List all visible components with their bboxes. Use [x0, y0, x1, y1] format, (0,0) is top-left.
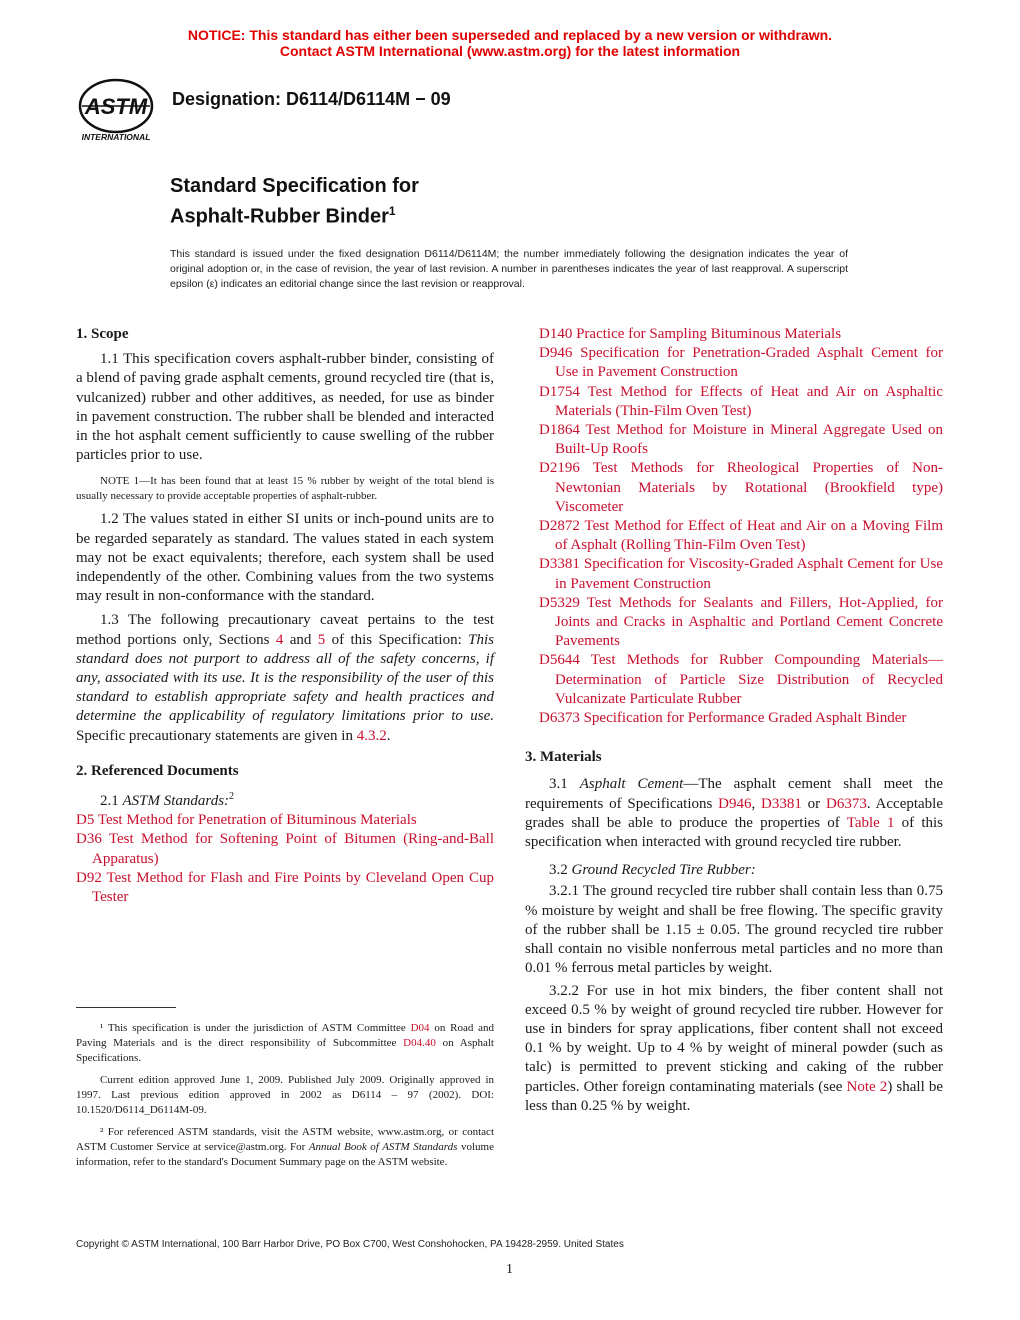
- reference-d2196: D2196 Test Methods for Rheological Properties of Non-Newtonian Materials by Rotational (Brookfield type) Viscometer: [539, 460, 943, 515]
- reference-d2872: D2872 Test Method for Effect of Heat and Air on a Moving Film of Asphalt (Rolling Thin-Film Oven Test): [539, 518, 943, 554]
- spec-d3381-link[interactable]: D3381: [761, 795, 802, 812]
- note-2-link[interactable]: Note 2: [846, 1078, 888, 1095]
- committee-d04-link[interactable]: D04: [410, 1022, 430, 1034]
- reference-d1754: D1754 Test Method for Effects of Heat and Air on Asphaltic Materials (Thin-Film Oven Test): [539, 383, 943, 419]
- footnote-divider: [76, 1007, 176, 1008]
- paragraph-3-2-2: 3.2.2 For use in hot mix binders, the fiber content shall not exceed 0.5 % by weight of ground recycled tire rubber. However for use in binders for spray applications, fiber content shall not exceed 0.1 % by weight. Up to 4 % by weight of mineral powder (such as talc) is permitted to prevent sticking and caking of the rubber particles. Other foreign contaminating materials (see Note 2) shall be less than 0.25 % by weight.: [525, 982, 943, 1114]
- reference-code-link[interactable]: D2872: [539, 518, 580, 535]
- reference-d92: D92 Test Method for Flash and Fire Points by Cleveland Open Cup Tester: [76, 869, 494, 906]
- reference-code-link[interactable]: D946: [539, 345, 573, 362]
- astm-logo-icon: [70, 76, 162, 144]
- paragraph-1-1: 1.1 This specification covers asphalt-rubber binder, consisting of a blend of paving grade asphalt cements, ground recycled tire (that is, vulcanized) rubber and other additives, as needed, for use as binder in pavement construction. The rubber shall be blended and interacted in the hot asphalt cement sufficiently to cause swelling of the rubber particles prior to use.: [76, 351, 494, 464]
- reference-d5: D5 Test Method for Penetration of Bituminous Materials: [76, 812, 417, 829]
- notice-line-2: Contact ASTM International (www.astm.org) for the latest information: [279, 43, 741, 59]
- logo-sub: INTERNATIONAL: [81, 132, 151, 142]
- reference-code-link[interactable]: D6373: [539, 710, 580, 727]
- designation: Designation: D6114/D6114M − 09: [172, 89, 451, 109]
- section-4-3-2-link[interactable]: 4.3.2: [356, 727, 387, 744]
- notice-line-1: NOTICE: This standard has either been superseded and replaced by a new version or withdrawn.: [187, 27, 833, 43]
- reference-d1864: D1864 Test Method for Moisture in Mineral Aggregate Used on Built-Up Roofs: [539, 422, 943, 458]
- reference-d6373: D6373 Specification for Performance Graded Asphalt Binder: [539, 710, 907, 727]
- reference-d3381: D3381 Specification for Viscosity-Graded Asphalt Cement for Use in Pavement Construction: [539, 556, 943, 592]
- subcommittee-d04-40-link[interactable]: D04.40: [403, 1037, 436, 1049]
- spec-d6373-link[interactable]: D6373: [825, 795, 867, 812]
- reference-code-link[interactable]: D2196: [539, 460, 580, 477]
- paragraph-1-3: 1.3 The following precautionary caveat pertains to the test method portions only, Sections 4 and 5 of this Specification: This standard does not purport to address all of the safety concerns, if any, associated with its use. It is the responsibility of the user of this standard to establish appropriate safety and health practices and determine the applicability of regulatory limitations prior to use. Specific precautionary statements are given in 4.3.2.: [76, 612, 494, 744]
- reference-code-link[interactable]: D1864: [539, 422, 580, 439]
- section-4-link[interactable]: 4: [275, 631, 284, 648]
- section-5-link[interactable]: 5: [317, 631, 326, 648]
- title-line-2: Asphalt-Rubber Binder: [170, 205, 389, 228]
- reference-code-link[interactable]: D36: [76, 831, 102, 848]
- note-1: NOTE 1—It has been found that at least 15 % rubber by weight of the total blend is usually necessary to provide acceptable properties of asphalt-rubber.: [76, 475, 494, 503]
- right-column: [525, 325, 943, 1116]
- reference-code-link[interactable]: D140: [539, 326, 573, 342]
- reference-d5644: D5644 Test Methods for Rubber Compounding Materials—Determination of Particle Size Distribution of Recycled Vulcanizate Particulate Rubber: [539, 652, 943, 707]
- footnotes: [76, 1021, 494, 1170]
- paragraph-1-2: 1.2 The values stated in either SI units or inch-pound units are to be regarded separately as standard. The values stated in each system may not be exact equivalents; therefore, each system shall be used independently of the other. Combining values from the two systems may result in non-conformance with the standard.: [76, 511, 494, 605]
- title-line-1: Standard Specification for: [170, 175, 419, 197]
- paragraph-3-2: 3.2 Ground Recycled Tire Rubber:: [549, 862, 756, 879]
- left-column: [76, 325, 494, 907]
- paragraph-3-2-1: 3.2.1 The ground recycled tire rubber shall contain less than 0.75 % moisture by weight and shall be free flowing. The specific gravity of the rubber shall be 1.15 ± 0.05. The ground recycled tire rubber shall contain no visible nonferrous metal particles and no more than 0.01 % ferrous metal particles by weight.: [525, 883, 943, 977]
- reference-code-link[interactable]: D5: [76, 812, 95, 829]
- logo-letters: ASTM: [84, 94, 148, 119]
- document-title: [170, 174, 419, 230]
- reference-code-link[interactable]: D5644: [539, 652, 580, 669]
- paragraph-2-1: 2.1 ASTM Standards:$^2$: [100, 791, 235, 810]
- reference-code-link[interactable]: D92: [76, 869, 102, 886]
- paragraph-3-1: 3.1 Asphalt Cement—The asphalt cement shall meet the requirements of Specifications D946, D3381 or D6373. Acceptable grades shall be able to produce the properties of Table 1 of this specification when interacted with ground recycled tire rubber.: [525, 776, 944, 851]
- footnote-1: ¹ This specification is under the jurisdiction of ASTM Committee D04 on Road and Paving Materials and is the direct responsibility of Subcommittee D04.40 on Asphalt Specifications.: [76, 1022, 494, 1064]
- reference-d5329: D5329 Test Methods for Sealants and Fillers, Hot-Applied, for Joints and Cracks in Asphaltic and Portland Cement Concrete Pavements: [539, 594, 943, 650]
- issued-statement: This standard is issued under the fixed designation D6114/D6114M; the number immediately following the designation indicates the year of original adoption or, in the case of revision, the year of last revision. A number in parentheses indicates the year of last reapproval. A superscript epsilon (ε) indicates an editorial change since the last revision or reapproval.: [170, 248, 848, 290]
- reference-code-link[interactable]: D1754: [539, 383, 580, 400]
- footnote-2: ² For referenced ASTM standards, visit the ASTM website, www.astm.org, or contact ASTM Customer Service at service@astm.org. For Annual Book of ASTM Standards volume information, refer to the standard's Document Summary page on the ASTM website.: [76, 1126, 494, 1168]
- page-number: 1: [506, 1262, 513, 1277]
- spec-d946-link[interactable]: D946: [718, 795, 752, 812]
- reference-d140: D140 Practice for Sampling Bituminous Materials: [539, 326, 842, 342]
- reference-code-link[interactable]: D3381: [539, 556, 580, 573]
- reference-d946: D946 Specification for Penetration-Graded Asphalt Cement for Use in Pavement Construction: [539, 345, 943, 381]
- reference-code-link[interactable]: D5329: [539, 594, 580, 611]
- copyright: Copyright © ASTM International, 100 Barr Harbor Drive, PO Box C700, West Conshohocken, PA 19428-2959. United States: [76, 1239, 624, 1250]
- materials-heading: 3. Materials: [525, 749, 602, 766]
- referenced-documents-heading: 2. Referenced Documents: [76, 762, 239, 779]
- astm-logo: [70, 76, 162, 144]
- table-1-link[interactable]: Table 1: [846, 814, 895, 831]
- title-footnote-mark: 1: [388, 204, 396, 218]
- reference-d36: D36 Test Method for Softening Point of Bitumen (Ring-and-Ball Apparatus): [76, 831, 494, 867]
- scope-heading: 1. Scope: [76, 326, 129, 342]
- footnote-1-edition: Current edition approved June 1, 2009. Published July 2009. Originally approved in 1997. Last previous edition approved in 2002 as D6114 – 97 (2002). DOI: 10.1520/D6114_D6114M-09.: [76, 1074, 494, 1116]
